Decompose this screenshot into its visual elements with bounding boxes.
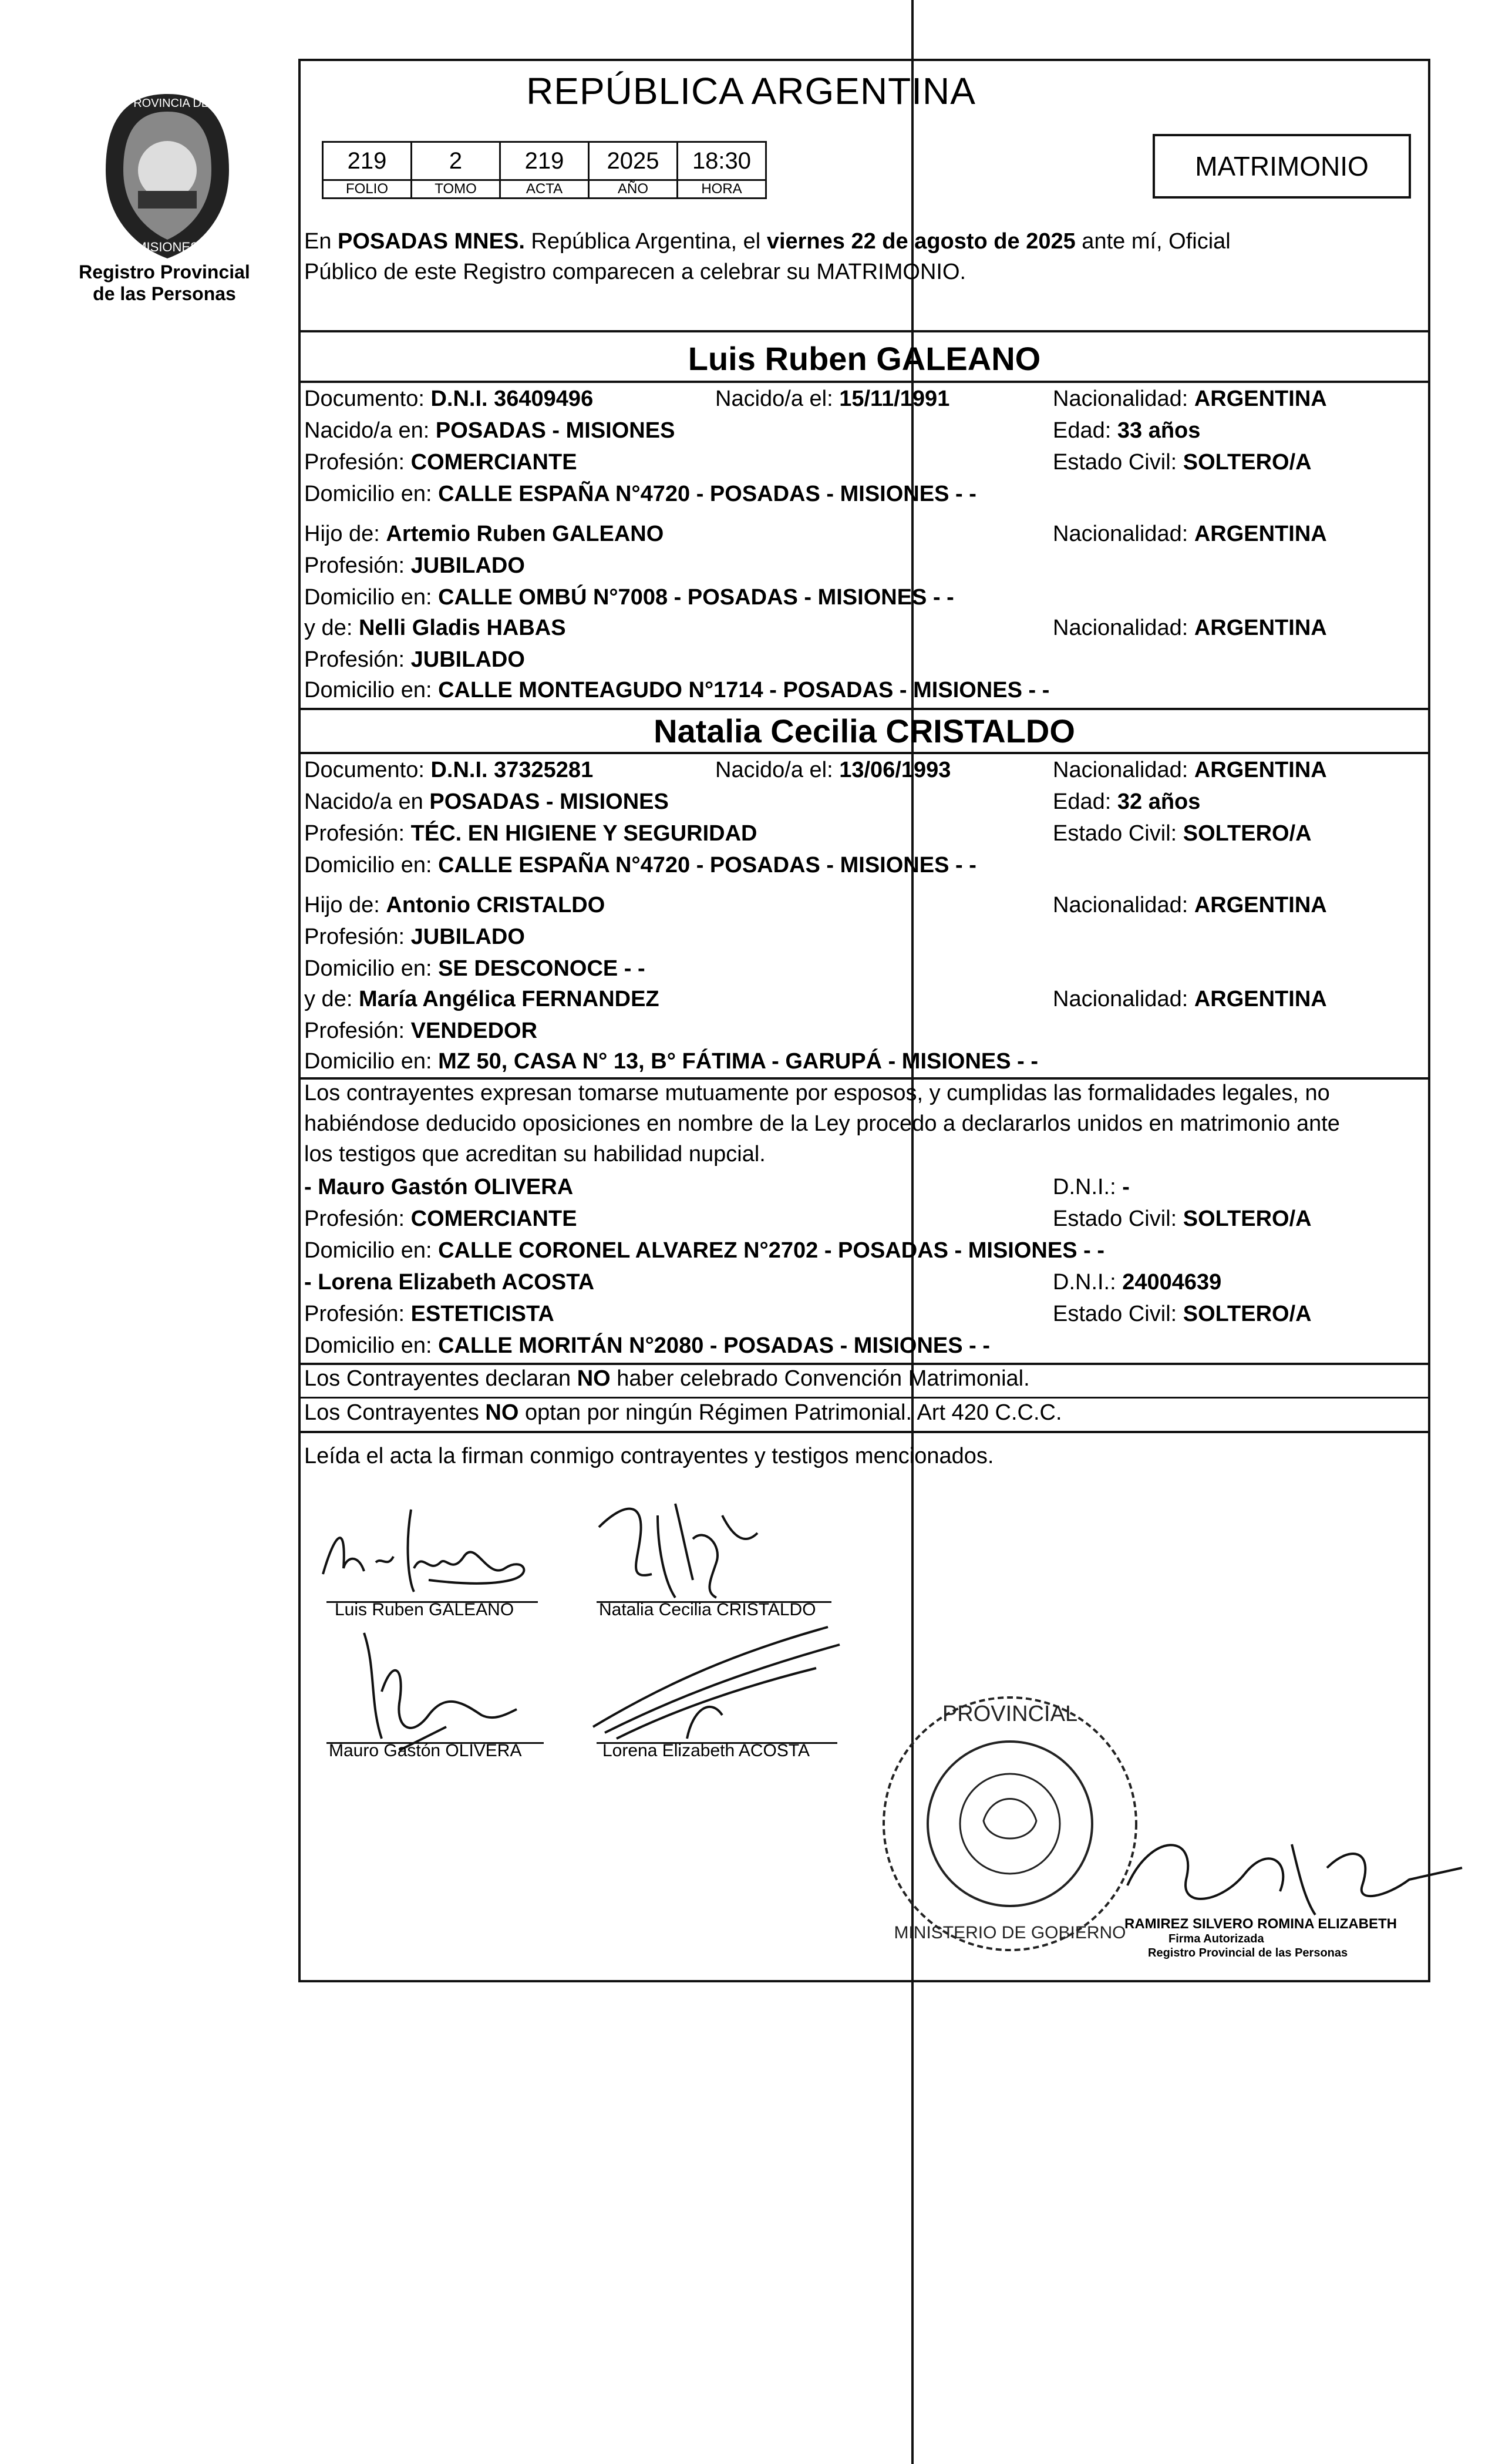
spouse2-birthplace: Nacido/a en POSADAS - MISIONES xyxy=(304,789,669,814)
official-name: RAMIREZ SILVERO ROMINA ELIZABETH xyxy=(1124,1916,1397,1932)
spouse2-father-profession: Profesión: JUBILADO xyxy=(304,925,525,949)
signature-olivera xyxy=(329,1621,540,1756)
folio-value: 219 xyxy=(323,142,412,180)
signature-caption-olivera: Mauro Gastón OLIVERA xyxy=(329,1741,522,1760)
declaration-line-2: habiéndose deducido oposiciones en nombre de la Ley procedo a declararlos unidos en matrimonio ante xyxy=(304,1111,1340,1136)
divider xyxy=(298,1363,1430,1365)
declaration-line-3: los testigos que acreditan su habilidad nupcial. xyxy=(304,1142,766,1167)
logo-text-1: Registro Provincial xyxy=(79,261,250,283)
witness1-address: Domicilio en: CALLE CORONEL ALVAREZ N°2702 - POSADAS - MISIONES - - xyxy=(304,1238,1104,1263)
divider xyxy=(298,708,1430,710)
signature-official xyxy=(1104,1809,1468,1927)
spouse1-mother: y de: Nelli Gladis HABAS xyxy=(304,616,566,640)
closing-statement: Leída el acta la firman conmigo contrayentes y testigos mencionados. xyxy=(304,1444,994,1468)
spouse1-birthplace: Nacido/a en: POSADAS - MISIONES xyxy=(304,418,675,443)
spouse2-father-address: Domicilio en: SE DESCONOCE - - xyxy=(304,956,645,981)
intro-line-2: Público de este Registro comparecen a celebrar su MATRIMONIO. xyxy=(304,260,966,284)
signature-acosta xyxy=(581,1621,863,1750)
provincial-crest-icon xyxy=(88,88,247,264)
witness2-dni: D.N.I.: 24004639 xyxy=(1053,1270,1222,1295)
witness1-profession: Profesión: COMERCIANTE xyxy=(304,1206,577,1231)
spouse2-address: Domicilio en: CALLE ESPAÑA N°4720 - POSADAS - MISIONES - - xyxy=(304,853,976,878)
spouse1-father: Hijo de: Artemio Ruben GALEANO xyxy=(304,522,664,546)
witness1-name: - Mauro Gastón OLIVERA xyxy=(304,1175,574,1199)
witness2-name: - Lorena Elizabeth ACOSTA xyxy=(304,1270,595,1295)
spouse2-nationality: Nacionalidad: ARGENTINA xyxy=(1053,758,1327,782)
divider xyxy=(298,1431,1430,1433)
divider xyxy=(298,381,1430,383)
spouse2-age: Edad: 32 años xyxy=(1053,789,1201,814)
page-title: REPÚBLICA ARGENTINA xyxy=(526,70,976,112)
spouse1-profession: Profesión: COMERCIANTE xyxy=(304,450,577,475)
spouse2-name: Natalia Cecilia CRISTALDO xyxy=(654,712,1075,749)
svg-text:MISIONES: MISIONES xyxy=(136,240,199,254)
witness1-civil-status: Estado Civil: SOLTERO/A xyxy=(1053,1206,1312,1231)
divider xyxy=(298,330,1430,332)
witness2-profession: Profesión: ESTETICISTA xyxy=(304,1302,554,1326)
spouse2-civil-status: Estado Civil: SOLTERO/A xyxy=(1053,821,1312,846)
spouse1-address: Domicilio en: CALLE ESPAÑA N°4720 - POSADAS - MISIONES - - xyxy=(304,482,976,506)
spouse1-father-nationality: Nacionalidad: ARGENTINA xyxy=(1053,522,1327,546)
spouse1-name: Luis Ruben GALEANO xyxy=(688,340,1041,377)
anio-value: 2025 xyxy=(589,142,678,180)
spouse2-father-nationality: Nacionalidad: ARGENTINA xyxy=(1053,893,1327,917)
signature-cristaldo xyxy=(587,1492,775,1604)
spouse1-mother-profession: Profesión: JUBILADO xyxy=(304,647,525,672)
logo-text-2: de las Personas xyxy=(93,283,236,304)
convention-line-2: Los Contrayentes NO optan por ningún Régimen Patrimonial. Art 420 C.C.C. xyxy=(304,1400,1062,1425)
witness2-address: Domicilio en: CALLE MORITÁN N°2080 - POSADAS - MISIONES - - xyxy=(304,1333,991,1358)
svg-text:PROVINCIA DE: PROVINCIA DE xyxy=(125,97,210,110)
anio-label: AÑO xyxy=(589,180,678,199)
folio-label: FOLIO xyxy=(323,180,412,199)
hora-label: HORA xyxy=(678,180,766,199)
registry-table xyxy=(322,141,767,199)
spouse2-father: Hijo de: Antonio CRISTALDO xyxy=(304,893,605,917)
signature-caption-galeano: Luis Ruben GALEANO xyxy=(335,1600,514,1619)
acta-label: ACTA xyxy=(500,180,589,199)
hora-value: 18:30 xyxy=(678,142,766,180)
signature-caption-acosta: Lorena Elizabeth ACOSTA xyxy=(602,1741,810,1760)
tomo-label: TOMO xyxy=(412,180,500,199)
svg-text:PROVINCIAL: PROVINCIAL xyxy=(942,1702,1078,1726)
spouse1-mother-nationality: Nacionalidad: ARGENTINA xyxy=(1053,616,1327,640)
spouse1-father-profession: Profesión: JUBILADO xyxy=(304,553,525,578)
official-office: Registro Provincial de las Personas xyxy=(1148,1947,1348,1959)
record-type-box: MATRIMONIO xyxy=(1153,134,1411,199)
spouse1-birthdate: Nacido/a el: 15/11/1991 xyxy=(715,386,950,411)
spouse2-mother-address: Domicilio en: MZ 50, CASA N° 13, B° FÁTIMA - GARUPÁ - MISIONES - - xyxy=(304,1049,1039,1074)
divider xyxy=(298,1077,1430,1080)
spouse1-mother-address: Domicilio en: CALLE MONTEAGUDO N°1714 - POSADAS - MISIONES - - xyxy=(304,678,1050,702)
spouse2-birthdate: Nacido/a el: 13/06/1993 xyxy=(715,758,951,782)
tomo-value: 2 xyxy=(412,142,500,180)
spouse2-mother: y de: María Angélica FERNANDEZ xyxy=(304,987,659,1011)
signature-caption-cristaldo: Natalia Cecilia CRISTALDO xyxy=(599,1600,816,1619)
signature-galeano xyxy=(311,1498,558,1598)
spouse2-document: Documento: D.N.I. 37325281 xyxy=(304,758,594,782)
spouse2-mother-profession: Profesión: VENDEDOR xyxy=(304,1018,538,1043)
spouse1-nationality: Nacionalidad: ARGENTINA xyxy=(1053,386,1327,411)
acta-value: 219 xyxy=(500,142,589,180)
witness1-dni: D.N.I.: - xyxy=(1053,1175,1130,1199)
witness2-civil-status: Estado Civil: SOLTERO/A xyxy=(1053,1302,1312,1326)
spouse1-age: Edad: 33 años xyxy=(1053,418,1201,443)
declaration-line-1: Los contrayentes expresan tomarse mutuamente por esposos, y cumplidas las formalidades legales, no xyxy=(304,1081,1330,1105)
divider xyxy=(298,1397,1430,1399)
spouse1-document: Documento: D.N.I. 36409496 xyxy=(304,386,594,411)
svg-text:MINISTERIO DE GOBIERNO: MINISTERIO DE GOBIERNO xyxy=(894,1923,1126,1942)
spouse2-mother-nationality: Nacionalidad: ARGENTINA xyxy=(1053,987,1327,1011)
spouse1-civil-status: Estado Civil: SOLTERO/A xyxy=(1053,450,1312,475)
divider xyxy=(298,752,1430,754)
convention-line-1: Los Contrayentes declaran NO haber celebrado Convención Matrimonial. xyxy=(304,1366,1030,1391)
spouse1-father-address: Domicilio en: CALLE OMBÚ N°7008 - POSADAS - MISIONES - - xyxy=(304,585,954,610)
official-role: Firma Autorizada xyxy=(1168,1932,1264,1945)
spouse2-profession: Profesión: TÉC. EN HIGIENE Y SEGURIDAD xyxy=(304,821,757,846)
intro-line-1: En POSADAS MNES. República Argentina, el viernes 22 de agosto de 2025 ante mí, Oficial xyxy=(304,229,1231,254)
